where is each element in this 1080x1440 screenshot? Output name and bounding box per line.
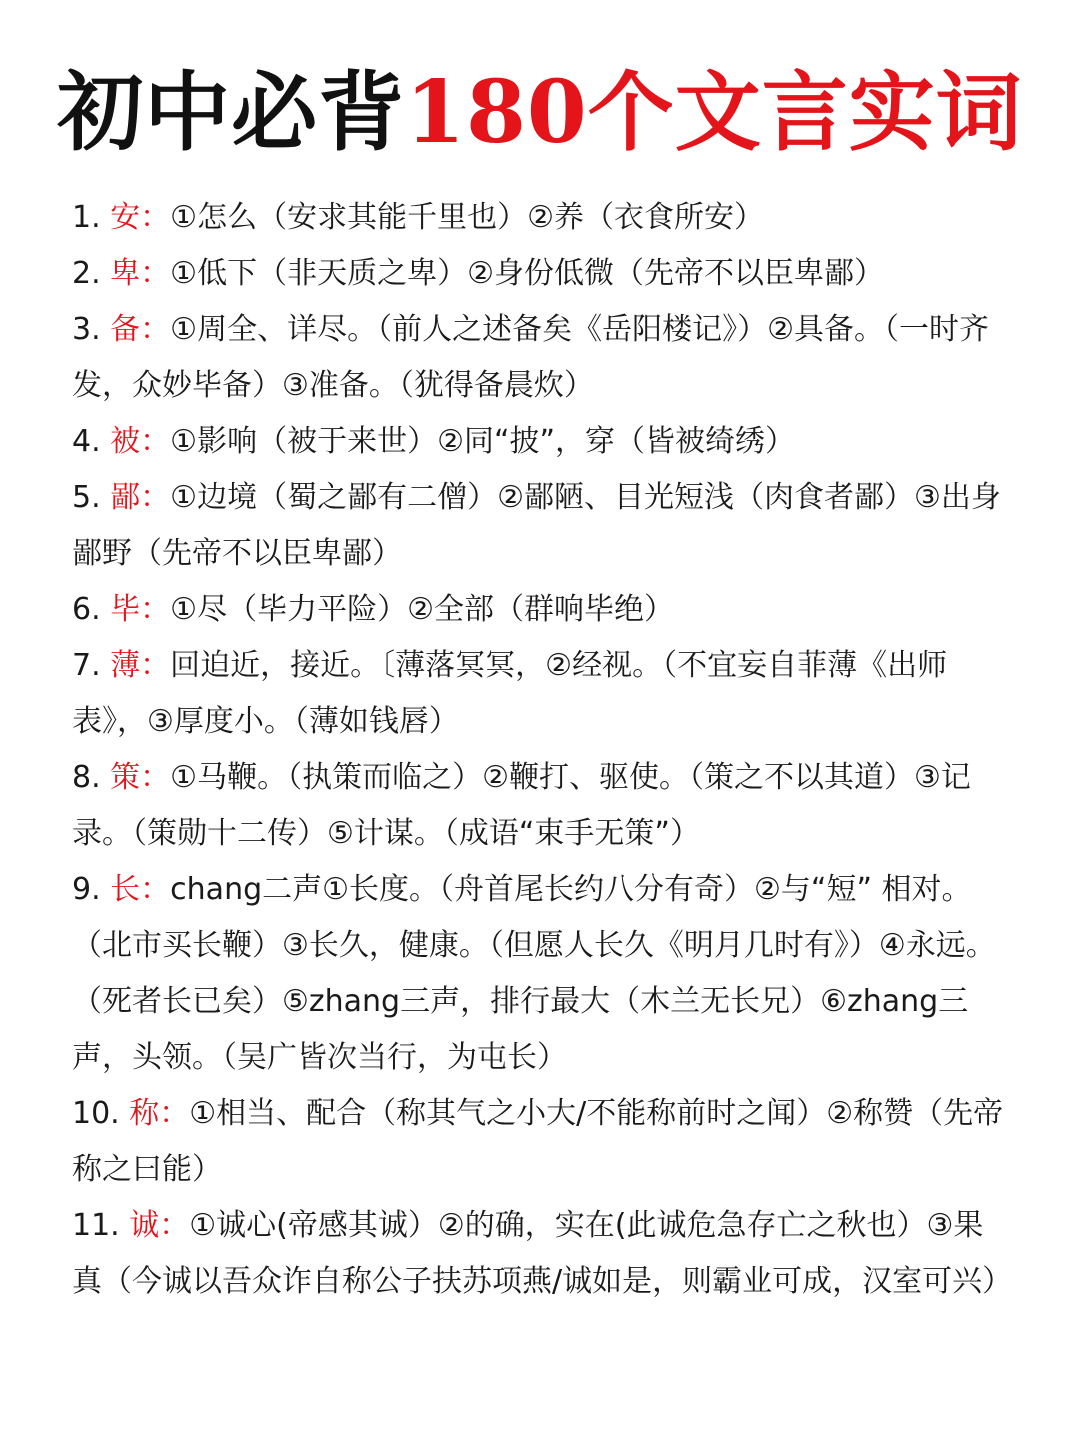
entry-word: 卑 xyxy=(110,256,141,291)
entry-number: 3. xyxy=(72,312,101,347)
entry-colon: ： xyxy=(140,200,171,235)
entry-number: 7. xyxy=(72,648,101,683)
entry-definition: ①怎么（安求其能千里也）②养（衣食所安） xyxy=(170,200,764,235)
entry-number: 1. xyxy=(72,200,101,235)
entry-colon: ： xyxy=(140,592,171,627)
entry-item xyxy=(72,638,1012,750)
entry-number: 11. xyxy=(72,1208,120,1243)
entry-definition: 回迫近，接近。〔薄落冥冥，②经视。（不宜妄自菲薄《出师表》，③厚度小。（薄如钱唇） xyxy=(72,648,948,739)
entry-colon: ： xyxy=(140,424,171,459)
entry-definition: ①诚心(帝感其诚）②的确，实在(此诚危急存亡之秋也）③果真（今诚以吾众诈自称公子扶苏项燕/诚如是，则霸业可成，汉室可兴） xyxy=(72,1208,1013,1299)
entry-number: 9. xyxy=(72,872,101,907)
entry-item xyxy=(72,190,1012,246)
entry-word: 毕 xyxy=(110,592,141,627)
entry-colon: ： xyxy=(159,1208,190,1243)
entry-item xyxy=(72,862,1012,1086)
entry-colon: ： xyxy=(140,872,171,907)
entry-item xyxy=(72,470,1012,582)
entry-colon: ： xyxy=(140,480,171,515)
entry-number: 8. xyxy=(72,760,101,795)
entry-number: 4. xyxy=(72,424,101,459)
entry-item xyxy=(72,1086,1012,1198)
entry-word: 策 xyxy=(110,760,141,795)
entry-list xyxy=(72,190,1012,1310)
entry-item xyxy=(72,750,1012,862)
entry-word: 鄙 xyxy=(110,480,141,515)
entry-word: 称 xyxy=(129,1096,160,1131)
title-red-part: 180个文言实词 xyxy=(405,62,1023,163)
entry-word: 薄 xyxy=(110,648,141,683)
entry-item xyxy=(72,246,1012,302)
entry-colon: ： xyxy=(140,312,171,347)
entry-definition: ①尽（毕力平险）②全部（群响毕绝） xyxy=(170,592,674,627)
entry-number: 6. xyxy=(72,592,101,627)
entry-word: 被 xyxy=(110,424,141,459)
entry-definition: ①马鞭。（执策而临之）②鞭打、驱使。（策之不以其道）③记录。（策勋十二传）⑤计谋。（成语“束手无策”） xyxy=(72,760,971,851)
entry-colon: ： xyxy=(140,648,171,683)
entry-definition: ①相当、配合（称其气之小大/不能称前时之闻）②称赞（先帝称之曰能） xyxy=(72,1096,1004,1187)
entry-colon: ： xyxy=(140,256,171,291)
entry-item xyxy=(72,414,1012,470)
entry-item xyxy=(72,582,1012,638)
entry-definition: ①周全、详尽。（前人之述备矣《岳阳楼记》）②具备。（一时齐发，众妙毕备）③准备。（犹得备晨炊） xyxy=(72,312,989,403)
entry-word: 诚 xyxy=(129,1208,160,1243)
entry-definition: ①低下（非天质之卑）②身份低微（先帝不以臣卑鄙） xyxy=(170,256,884,291)
entry-word: 备 xyxy=(110,312,141,347)
page-title xyxy=(0,58,1080,168)
entry-item xyxy=(72,1198,1012,1310)
entry-definition: ①边境（蜀之鄙有二僧）②鄙陋、目光短浅（肉食者鄙）③出身鄙野（先帝不以臣卑鄙） xyxy=(72,480,1001,571)
entry-colon: ： xyxy=(140,760,171,795)
entry-number: 10. xyxy=(72,1096,120,1131)
entry-number: 5. xyxy=(72,480,101,515)
entry-definition: ①影响（被于来世）②同“披”，穿（皆被绮绣） xyxy=(170,424,796,459)
entry-item xyxy=(72,302,1012,414)
title-black-part: 初中必背 xyxy=(57,62,406,163)
entry-word: 长 xyxy=(110,872,141,907)
entry-number: 2. xyxy=(72,256,101,291)
entry-word: 安 xyxy=(110,200,141,235)
entry-colon: ： xyxy=(159,1096,190,1131)
entry-definition: chang二声①长度。（舟首尾长约八分有奇）②与“短” 相对。（北市买长鞭）③长久，健康。（但愿人长久《明月几时有》）④永远。（死者长已矣）⑤zhang三声，排行最大（木兰无长兄）⑥zhang三声，头领。（吴广皆次当行，为屯长） xyxy=(72,872,996,1075)
